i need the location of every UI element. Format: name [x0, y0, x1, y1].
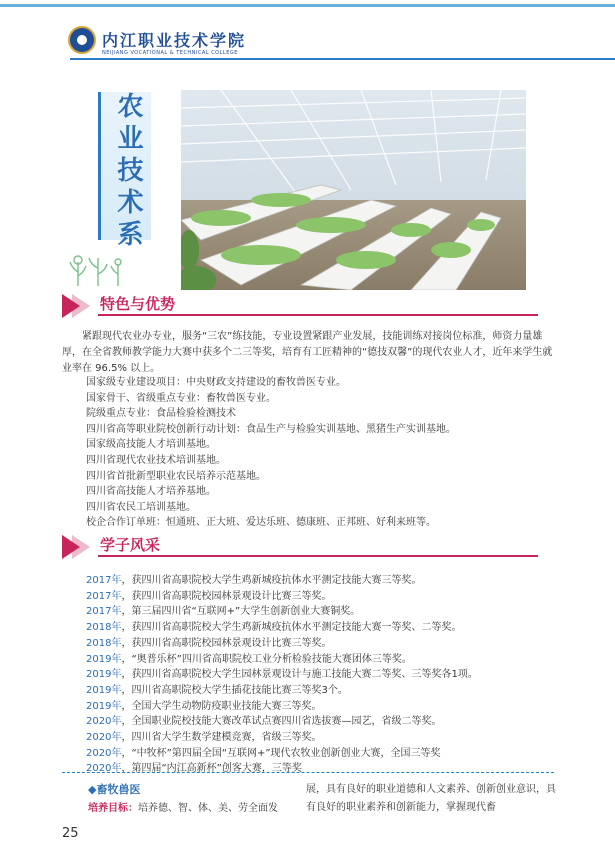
list-item: 四川省高技能人才培养基地。	[86, 486, 216, 498]
section-header-features	[62, 292, 542, 320]
page-header	[0, 0, 615, 62]
award-year: 2020年	[86, 763, 122, 775]
section-header-students	[62, 533, 542, 561]
award-year: 2020年	[86, 732, 122, 744]
list-item: 校企合作订单班：恒通班、正大班、爱达乐班、德康班、正邦班、好利来班等。	[86, 517, 436, 529]
arrow-icon	[62, 535, 80, 559]
list-item: 四川省高等职业院校创新行动计划：食品生产与检验实训基地、黑猪生产实训基地。	[86, 423, 456, 435]
greenhouse-photo	[181, 90, 526, 290]
features-list	[86, 375, 556, 531]
list-item	[86, 683, 556, 699]
list-item: 四川省首批新型职业农民培养示范基地。	[86, 470, 266, 482]
award-year: 2017年	[86, 575, 122, 586]
award-text: ，全国大学生动物防疫职业技能大赛三等奖。	[121, 700, 322, 712]
award-year: 2020年	[86, 747, 122, 759]
list-item: 四川省现代农业技术培训基地。	[86, 454, 226, 466]
list-item	[86, 730, 556, 746]
award-year: 2020年	[86, 716, 122, 728]
list-item	[86, 589, 556, 605]
list-item	[86, 699, 556, 715]
award-year: 2019年	[86, 700, 122, 712]
section-underline	[98, 314, 538, 316]
award-year: 2018年	[86, 637, 122, 649]
award-text: ，获四川省高职院校大学生鸡新城疫抗体水平测定技能大赛一等奖、二等奖。	[121, 622, 462, 634]
list-item: 国家级专业建设项目：中央财政支持建设的畜牧兽医专业。	[86, 377, 346, 388]
award-text: ，获四川省高职院校园林景观设计比赛三等奖。	[121, 590, 332, 602]
list-item	[86, 636, 556, 652]
college-logo-icon	[68, 26, 96, 54]
goal-label: 培养目标：	[88, 803, 138, 814]
major-description: 展，具有良好的职业道德和人文素养、创新创业意识，具有良好的职业素养和创新能力，掌握现代畜	[306, 784, 556, 813]
award-year: 2018年	[86, 622, 122, 634]
list-item: 四川省农民工培训基地。	[86, 501, 196, 513]
award-text: ，获四川省高职院校大学生园林景观设计与施工技能大赛二等奖、三等奖各1项。	[121, 669, 478, 681]
award-year: 2019年	[86, 684, 122, 696]
department-title: 农业技术系	[113, 92, 143, 252]
list-item	[86, 761, 556, 777]
arrow-icon	[62, 294, 80, 318]
major-title: ◆畜牧兽医	[88, 783, 141, 796]
dotted-divider	[62, 772, 554, 773]
list-item: 院级重点专业：食品检验检测技术	[86, 408, 236, 420]
award-text: ，获四川省高职院校园林景观设计比赛三等奖。	[121, 637, 332, 649]
list-item	[86, 573, 556, 589]
plant-icon	[68, 254, 128, 288]
college-english-name: NEIJIANG VOCATIONAL & TECHNICAL COLLEGE	[102, 50, 238, 56]
list-item: 国家级高技能人才培训基地。	[86, 439, 216, 451]
list-item	[86, 714, 556, 730]
award-text: ，“中牧杯”第四届全国“互联网+”现代农牧业创新创业大赛，全国三等奖	[121, 747, 441, 759]
list-item	[86, 667, 556, 683]
list-item	[86, 746, 556, 762]
award-text: ，第四届“内江高新杯”创客大赛，三等奖	[121, 763, 302, 775]
awards-list	[86, 573, 556, 777]
award-year: 2017年	[86, 606, 122, 618]
header-divider	[70, 58, 615, 60]
list-item	[86, 620, 556, 636]
section-underline	[98, 555, 538, 557]
list-item	[86, 652, 556, 668]
award-text: ，“奥普乐杯”四川省高职院校工业分析检验技能大赛团体三等奖。	[121, 653, 412, 665]
award-year: 2019年	[86, 653, 122, 665]
section-title: 特色与优势	[100, 295, 176, 313]
intro-paragraph: 紧跟现代农业办专业，服务“三农”练技能，专业设置紧跟产业发展，技能训练对接岗位标准，师资力量雄厚，在全省教师教学能力大赛中获多个二三等奖，培育有工匠精神的“德技双馨”的现代农业人才，近年来学生就业率在 96.5% 以上。	[62, 331, 553, 374]
award-text: ，获四川省高职院校大学生鸡新城疫抗体水平测定技能大赛三等奖。	[121, 575, 422, 586]
goal-text: 培养德、智、体、美、劳全面发	[138, 803, 278, 814]
page-number: 25	[62, 826, 79, 841]
major-goal	[88, 801, 298, 817]
section-title: 学子风采	[100, 536, 161, 554]
award-text: ，四川省高职院校大学生插花技能比赛三等奖3个。	[121, 684, 348, 696]
list-item: 国家骨干、省级重点专业：畜牧兽医专业。	[86, 392, 276, 404]
award-year: 2017年	[86, 590, 122, 602]
award-text: ，全国职业院校技能大赛改革试点赛四川省选拔赛—园艺，省级二等奖。	[121, 716, 442, 728]
college-name: 内江职业技术学院	[102, 31, 247, 50]
list-item	[86, 604, 556, 620]
award-year: 2019年	[86, 669, 122, 681]
award-text: ，第三届四川省“互联网+”大学生创新创业大赛铜奖。	[121, 606, 361, 618]
award-text: ，四川省大学生数学建模竞赛，省级三等奖。	[121, 732, 322, 744]
